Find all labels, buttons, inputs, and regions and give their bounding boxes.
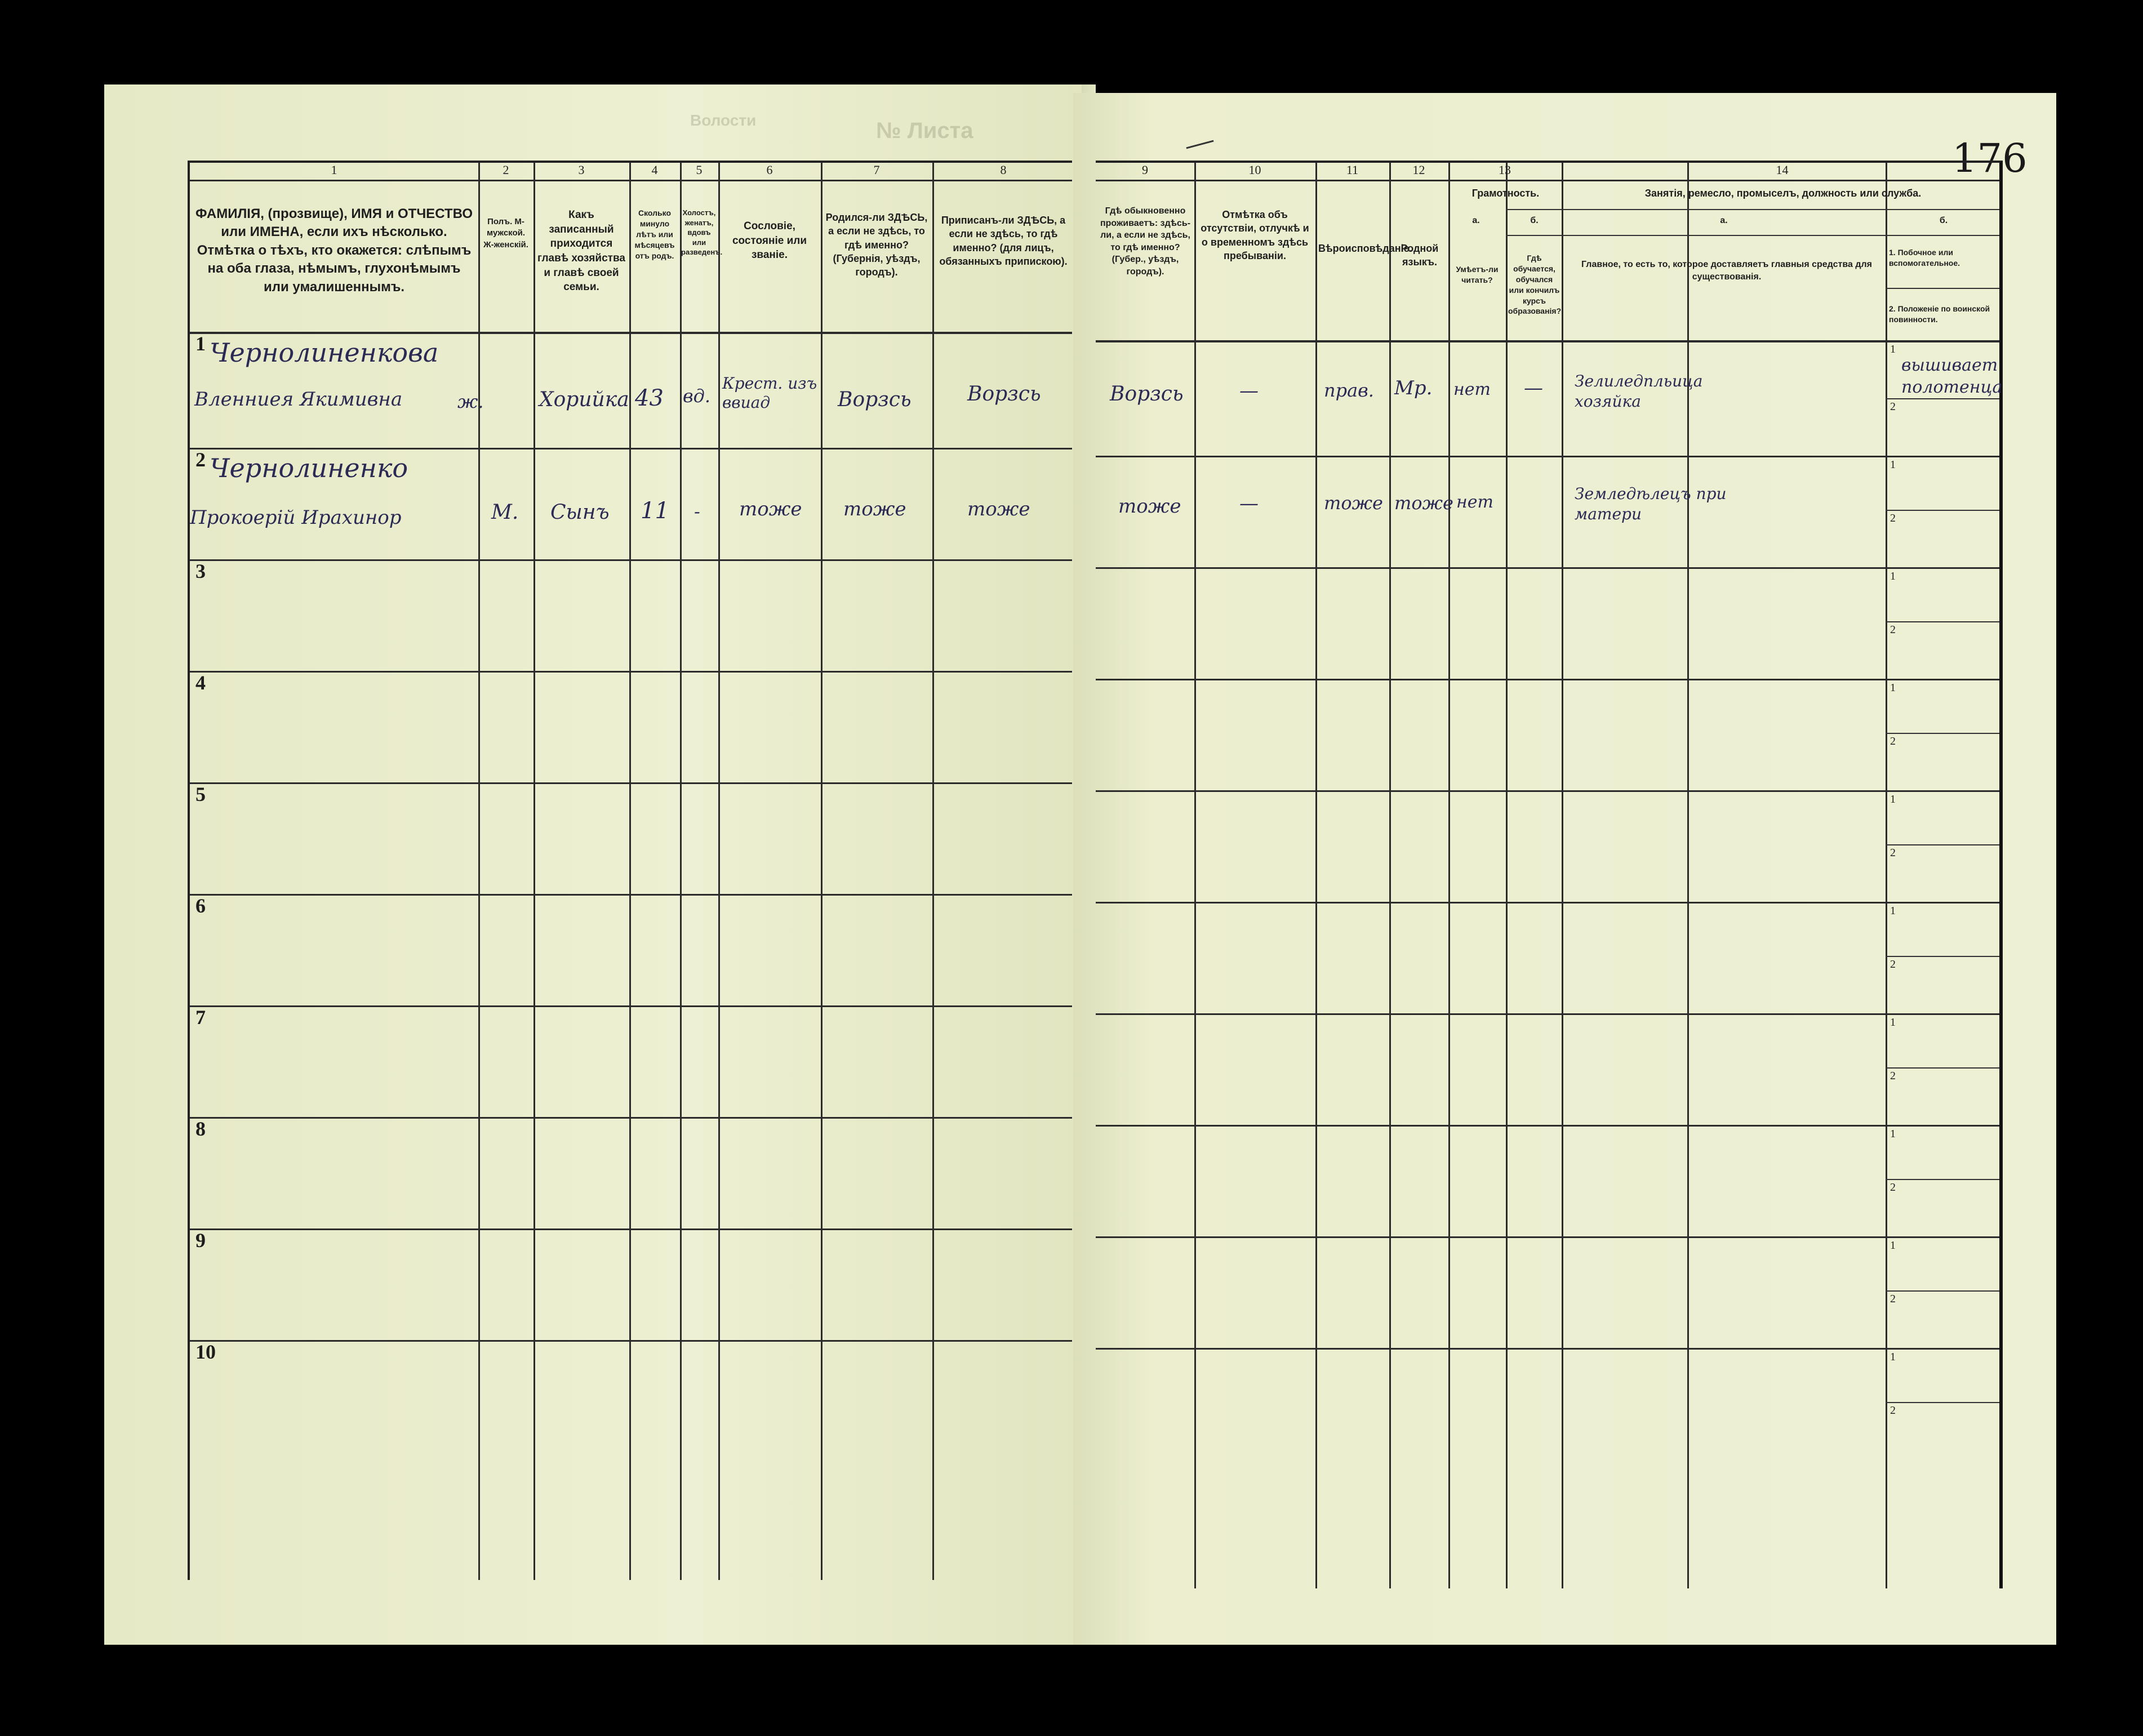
row-9-sub-1: 1 bbox=[1890, 1239, 1896, 1252]
page-number: 176 bbox=[1952, 135, 2028, 181]
entry-2-residence: тоже bbox=[1118, 495, 1181, 518]
entry-1-given-name: Вленниея Якимивна bbox=[194, 388, 403, 411]
row-8-sub-1: 1 bbox=[1890, 1128, 1896, 1140]
entry-2-language: тоже bbox=[1394, 492, 1453, 514]
entry-1-absence: — bbox=[1239, 380, 1259, 402]
entry-2-religion: тоже bbox=[1324, 492, 1383, 514]
left-page bbox=[104, 84, 1082, 1645]
entry-1-relation: Хорийка bbox=[539, 388, 629, 411]
row-1-sub-2: 2 bbox=[1890, 400, 1896, 413]
col-header-birthplace: Родился-ли ЗДѢСЬ, а если не здѣсь, то гдѣ именно? (Губернія, уѣздъ, городъ). bbox=[825, 212, 928, 278]
col-num-1: 1 bbox=[331, 163, 337, 177]
row-number-6: 6 bbox=[195, 894, 206, 917]
entry-1-education: — bbox=[1524, 377, 1543, 399]
entry-1-side-occupation: вышивает полотенца bbox=[1901, 355, 2003, 397]
col-header-sex: Полъ. М-мужской. Ж-женскій. bbox=[483, 217, 528, 250]
entry-1-surname: Чернолиненкова bbox=[210, 337, 439, 368]
col-num-13: 13 bbox=[1499, 163, 1511, 177]
row-3-sub-1: 1 bbox=[1890, 570, 1896, 582]
row-3-sub-2: 2 bbox=[1890, 624, 1896, 636]
row-8-sub-2: 2 bbox=[1890, 1181, 1896, 1194]
entry-2-sex: М. bbox=[491, 501, 519, 524]
entry-2-registered: тоже bbox=[967, 498, 1030, 520]
col-header-religion: Вѣроисповѣданіе. bbox=[1318, 243, 1412, 254]
col-num-3: 3 bbox=[578, 163, 585, 177]
faint-sheet-number-header: № Листа bbox=[876, 118, 973, 143]
col-header-residence: Гдѣ обыкновенно проживаетъ: здѣсь-ли, а если не здѣсь, то гдѣ именно? (Губер., уѣздъ, городъ). bbox=[1100, 206, 1191, 277]
entry-2-literacy: нет bbox=[1456, 492, 1493, 512]
entry-1-residence: Ворзсь bbox=[1110, 382, 1184, 406]
col-header-relation: Какъ записанный приходится главѣ хозяйства и главѣ своей семьи. bbox=[537, 209, 625, 293]
row-5-sub-2: 2 bbox=[1890, 847, 1896, 859]
col-header-estate: Сословіе, состояніе или званіе. bbox=[732, 220, 807, 261]
col-header-language: Родной языкъ. bbox=[1400, 243, 1439, 268]
row-5-sub-1: 1 bbox=[1890, 793, 1896, 805]
entry-1-age: 43 bbox=[635, 385, 664, 411]
entry-1-birthplace: Ворзсь bbox=[838, 388, 912, 411]
entry-1-estate: Крест. изъ ввиад bbox=[722, 374, 817, 412]
col-header-military-status: 2. Положеніе по воинской повинности. bbox=[1889, 304, 1990, 324]
col-num-14: 14 bbox=[1776, 163, 1789, 177]
row-4-sub-1: 1 bbox=[1890, 682, 1896, 694]
col-header-can-read: Умѣетъ-ли читать? bbox=[1456, 265, 1499, 284]
col-header-absence: Отмѣтка объ отсутствіи, отлучкѣ и о временномъ здѣсь пребываніи. bbox=[1201, 209, 1309, 261]
row-number-2: 2 bbox=[195, 448, 206, 471]
entry-2-marital: - bbox=[694, 501, 700, 522]
entry-2-age: 11 bbox=[641, 498, 669, 524]
col-header-occupation-b: б. bbox=[1939, 216, 1948, 225]
entry-2-main-occupation: Земледѣлецъ при матери bbox=[1575, 484, 1727, 524]
col-num-8: 8 bbox=[1000, 163, 1007, 177]
col-header-literacy: Грамотность. bbox=[1471, 188, 1540, 199]
col-num-12: 12 bbox=[1412, 163, 1425, 177]
row-6-sub-2: 2 bbox=[1890, 958, 1896, 971]
col-header-age: Сколько минуло лѣтъ или мѣсяцевъ отъ родъ. bbox=[634, 208, 675, 260]
entry-1-marital: вд. bbox=[683, 385, 711, 407]
pencil-mark bbox=[1186, 140, 1213, 149]
col-header-name: ФАМИЛІЯ, (прозвище), ИМЯ и ОТЧЕСТВО или ИМЕНА, если ихъ нѣсколько. Отмѣтка о тѣхъ, кто окажется: слѣпымъ на оба глаза, нѣмымъ, глухонѣмымъ или умалишеннымъ. bbox=[195, 206, 473, 295]
entry-2-surname: Чернолиненко bbox=[210, 453, 408, 483]
col-num-7: 7 bbox=[873, 163, 880, 177]
row-4-sub-2: 2 bbox=[1890, 735, 1896, 747]
row-7-sub-1: 1 bbox=[1890, 1016, 1896, 1029]
col-header-marital: Холостъ, женатъ, вдовъ или разведенъ. bbox=[681, 208, 723, 257]
faint-volost-header: Волости bbox=[690, 112, 757, 129]
row-number-10: 10 bbox=[195, 1341, 216, 1363]
col-header-occupation: Занятія, ремесло, промыселъ, должность или служба. bbox=[1644, 188, 1922, 199]
entry-1-registered: Ворзсь bbox=[967, 382, 1041, 406]
col-header-occupation-a: а. bbox=[1720, 216, 1728, 225]
entry-1-main-occupation: Зелиледпльица хозяйка bbox=[1575, 372, 1703, 411]
entry-2-estate: тоже bbox=[739, 498, 802, 520]
row-number-8: 8 bbox=[195, 1118, 206, 1140]
row-7-sub-2: 2 bbox=[1890, 1070, 1896, 1082]
row-number-1: 1 bbox=[195, 332, 206, 355]
col-num-4: 4 bbox=[651, 163, 658, 177]
entry-1-language: Мр. bbox=[1394, 377, 1433, 399]
col-num-9: 9 bbox=[1142, 163, 1148, 177]
col-header-main-occupation: Главное, то есть то, которое доставляетъ главныя средства для существованія. bbox=[1581, 260, 1872, 282]
row-1-sub-1: 1 bbox=[1890, 343, 1896, 355]
col-num-6: 6 bbox=[766, 163, 773, 177]
row-10-sub-1: 1 bbox=[1890, 1351, 1896, 1363]
col-num-2: 2 bbox=[503, 163, 509, 177]
entry-2-absence: — bbox=[1239, 492, 1259, 515]
col-header-registered: Приписанъ-ли ЗДѢСЬ, а если не здѣсь, то гдѣ именно? (для лицъ, обязанныхъ припискою). bbox=[939, 215, 1068, 267]
entry-2-relation: Сынъ bbox=[550, 501, 610, 524]
col-num-11: 11 bbox=[1346, 163, 1359, 177]
entry-2-birthplace: тоже bbox=[843, 498, 906, 520]
row-number-3: 3 bbox=[195, 560, 206, 582]
col-header-literacy-b: б. bbox=[1530, 216, 1539, 225]
entry-2-given-name: Прокоерій Ирахинор bbox=[190, 506, 402, 529]
entry-1-religion: прав. bbox=[1324, 380, 1374, 401]
row-number-4: 4 bbox=[195, 671, 206, 694]
left-census-table bbox=[188, 161, 1072, 1580]
row-2-sub-1: 1 bbox=[1890, 459, 1896, 471]
row-number-5: 5 bbox=[195, 783, 206, 805]
row-number-9: 9 bbox=[195, 1229, 206, 1252]
right-page bbox=[1073, 93, 2056, 1645]
right-census-table bbox=[1096, 161, 2003, 1588]
col-num-5: 5 bbox=[696, 163, 703, 177]
entry-1-literacy: нет bbox=[1453, 380, 1491, 399]
col-header-side-occupation: 1. Побочное или вспомогательное. bbox=[1889, 248, 1960, 268]
entry-1-sex: ж. bbox=[457, 391, 484, 412]
col-header-education: Гдѣ обучается, обучался или кончилъ курсъ образованія? bbox=[1508, 253, 1562, 316]
row-2-sub-2: 2 bbox=[1890, 512, 1896, 524]
row-9-sub-2: 2 bbox=[1890, 1293, 1896, 1305]
row-number-7: 7 bbox=[195, 1006, 206, 1029]
col-num-10: 10 bbox=[1248, 163, 1261, 177]
row-10-sub-2: 2 bbox=[1890, 1404, 1896, 1417]
col-header-literacy-a: а. bbox=[1472, 216, 1480, 225]
row-6-sub-1: 1 bbox=[1890, 905, 1896, 917]
